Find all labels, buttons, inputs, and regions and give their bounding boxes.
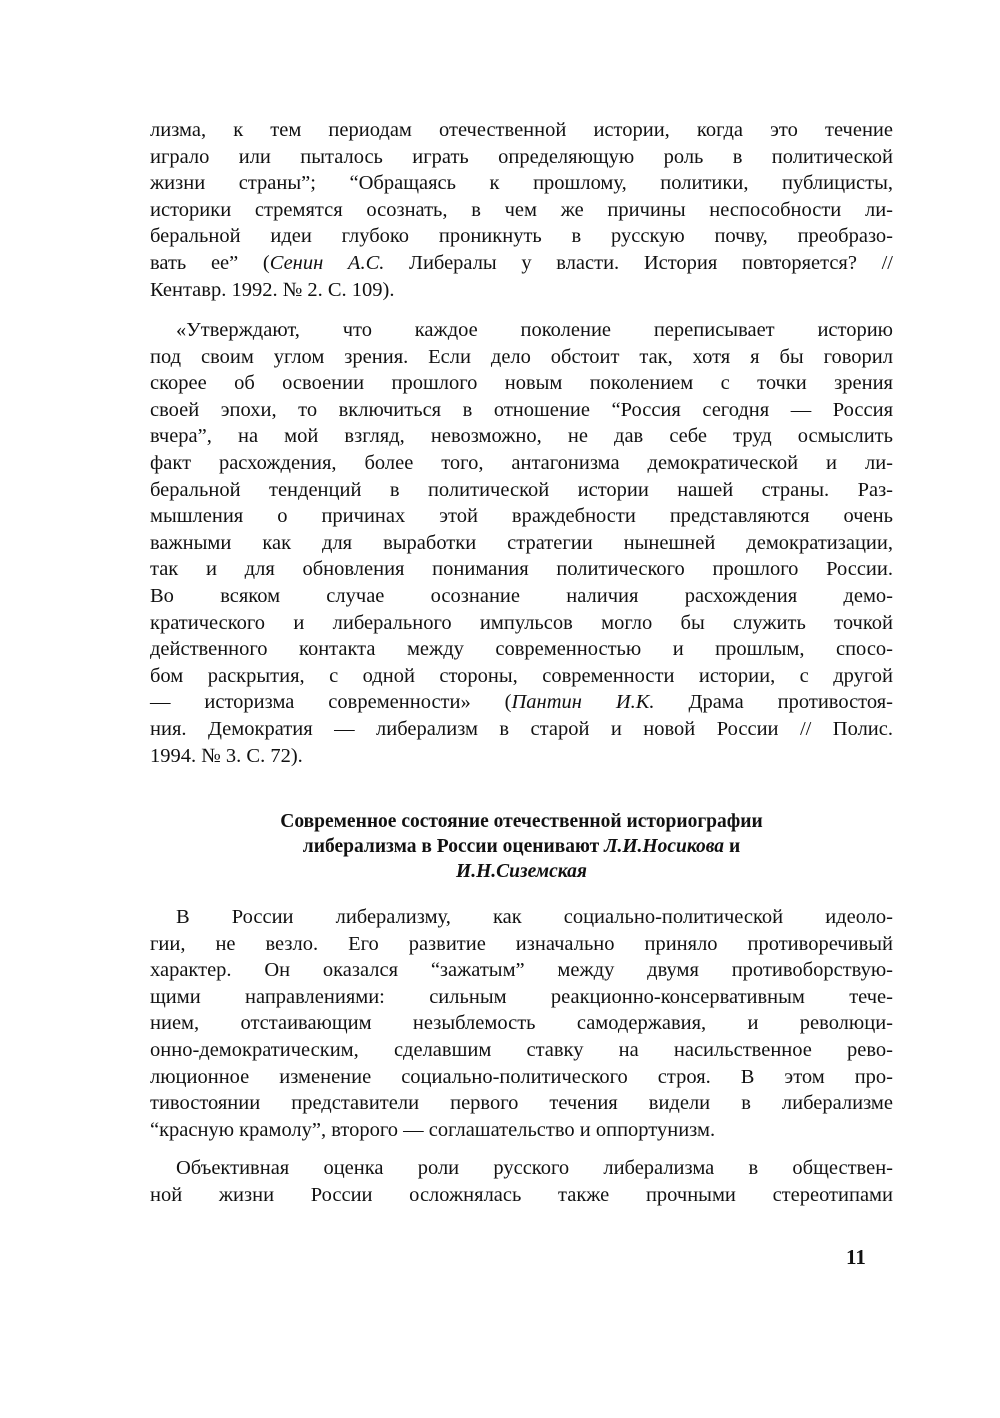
text-line [150, 197, 893, 224]
text-segment: либерализма в России оценивают [302, 836, 605, 857]
text-segment: “красную крамолу”, второго — соглашательство и оппортунизм. [150, 1118, 716, 1141]
text-line [150, 859, 893, 884]
text-line [150, 743, 893, 770]
text-line [150, 610, 893, 637]
text-segment: онно-демократическим, сделавшим ставку на насильственное рево- [150, 1038, 893, 1061]
text-line [150, 1037, 893, 1064]
text-segment: нием, отстаивающим незыблемость самодержавия, и революци- [150, 1012, 893, 1035]
text-line [150, 904, 893, 931]
text-line [150, 423, 893, 450]
text-segment: Современное состояние отечественной историографии [280, 811, 763, 832]
text-segment: 1994. № 3. С. 72). [150, 744, 303, 767]
text-line [150, 716, 893, 743]
text-line [150, 223, 893, 250]
citation-author: И.Н.Сиземская [456, 861, 587, 882]
text-segment: щими направлениями: сильным реакционно-консервативным тече- [150, 985, 893, 1008]
text-line [150, 1010, 893, 1037]
text-segment: бом раскрытия, с одной стороны, современности истории, с другой [150, 664, 893, 687]
text-segment: вать ее” ( [150, 251, 270, 274]
text-line [150, 317, 893, 344]
text-segment: В России либерализму, как социально-политической идеоло- [176, 906, 893, 928]
text-line [150, 397, 893, 424]
text-line [150, 984, 893, 1011]
text-segment: так и для обновления понимания политического прошлого России. [150, 558, 893, 581]
text-segment: мышления о причинах этой враждебности представляются очень [150, 505, 893, 528]
text-segment: ной жизни России осложнялась также прочными стереотипами [150, 1183, 893, 1206]
text-segment: Объективная оценка роли русского либерализма в обществен- [176, 1157, 893, 1179]
text-segment: характер. Он оказался “зажатым” между двумя противоборствую- [150, 959, 893, 982]
text-segment: Во всяком случае осознание наличия расхождения демо- [150, 584, 893, 607]
paragraph-quote-senin [150, 117, 893, 303]
text-segment: жизни страны”; “Обращаясь к прошлому, политики, публицисты, [150, 172, 893, 195]
page-number: 11 [846, 1245, 866, 1269]
text-segment: ния. Демократия — либерализм в старой и новой России // Полис. [150, 717, 893, 740]
text-segment: важными как для выработки стратегии нынешней демократизации, [150, 531, 893, 554]
text-segment: люционное изменение социально-политического строя. В этом про- [150, 1065, 893, 1088]
text-line [150, 1155, 893, 1182]
text-segment: — историзма современности» ( [150, 691, 512, 714]
text-segment: «Утверждают, что каждое поколение переписывает историю [176, 319, 893, 341]
citation-author: Сенин А.С. [269, 251, 385, 274]
text-segment: Либералы у власти. История повторяется? // [384, 251, 893, 274]
text-line [150, 1090, 893, 1117]
text-segment: факт расхождения, более того, антагонизма демократической и ли- [150, 451, 893, 474]
citation-author: Пантин И.К. [511, 691, 655, 714]
text-line [150, 834, 893, 859]
paragraph-body-1 [150, 904, 893, 1143]
text-segment: действенного контакта между современностью и прошлым, спосо- [150, 638, 893, 661]
citation-author: Л.И.Носикова [604, 836, 725, 857]
text-segment: тивостоянии представители первого течения видели в либерализме [150, 1092, 893, 1115]
text-line [150, 689, 893, 716]
text-line [150, 556, 893, 583]
text-segment: беральной идеи глубоко проникнуть в русскую почву, преобразо- [150, 225, 893, 248]
text-line [150, 477, 893, 504]
text-segment: кратического и либерального импульсов могло бы служить точкой [150, 611, 893, 634]
text-segment: гии, не везло. Его развитие изначально приняло противоречивый [150, 932, 893, 955]
section-heading [150, 809, 893, 884]
text-line [150, 170, 893, 197]
text-segment: и [724, 836, 741, 857]
paragraph-quote-pantin [150, 317, 893, 769]
text-segment: под своим углом зрения. Если дело обстоит так, хотя я бы говорил [150, 345, 893, 368]
text-line [150, 809, 893, 834]
text-line [150, 1182, 893, 1209]
text-line [150, 583, 893, 610]
text-line [150, 503, 893, 530]
text-line [150, 144, 893, 171]
text-line [150, 370, 893, 397]
text-line [150, 1064, 893, 1091]
text-segment: вчера”, на мой взгляд, невозможно, не дав себе труд осмыслить [150, 425, 893, 448]
text-line [150, 277, 893, 304]
text-segment: беральной тенденций в политической истории нашей страны. Раз- [150, 478, 893, 501]
text-segment: историки стремятся осознать, в чем же причины неспособности ли- [150, 198, 893, 221]
text-line [150, 530, 893, 557]
text-segment: Драма противостоя- [654, 691, 893, 714]
text-segment: скорее об освоении прошлого новым поколением с точки зрения [150, 372, 893, 395]
text-line [150, 663, 893, 690]
text-line [150, 450, 893, 477]
text-line [150, 250, 893, 277]
text-line [150, 117, 893, 144]
paragraph-body-2 [150, 1155, 893, 1208]
text-segment: Кентавр. 1992. № 2. С. 109). [150, 278, 395, 301]
text-line [150, 1117, 893, 1144]
text-line [150, 931, 893, 958]
text-segment: своей эпохи, то включиться в отношение “Россия сегодня — Россия [150, 398, 893, 421]
text-line [150, 344, 893, 371]
text-segment: лизма, к тем периодам отечественной истории, когда это течение [150, 119, 893, 141]
text-line [150, 957, 893, 984]
text-segment: играло или пыталось играть определяющую роль в политической [150, 145, 893, 168]
text-line [150, 636, 893, 663]
